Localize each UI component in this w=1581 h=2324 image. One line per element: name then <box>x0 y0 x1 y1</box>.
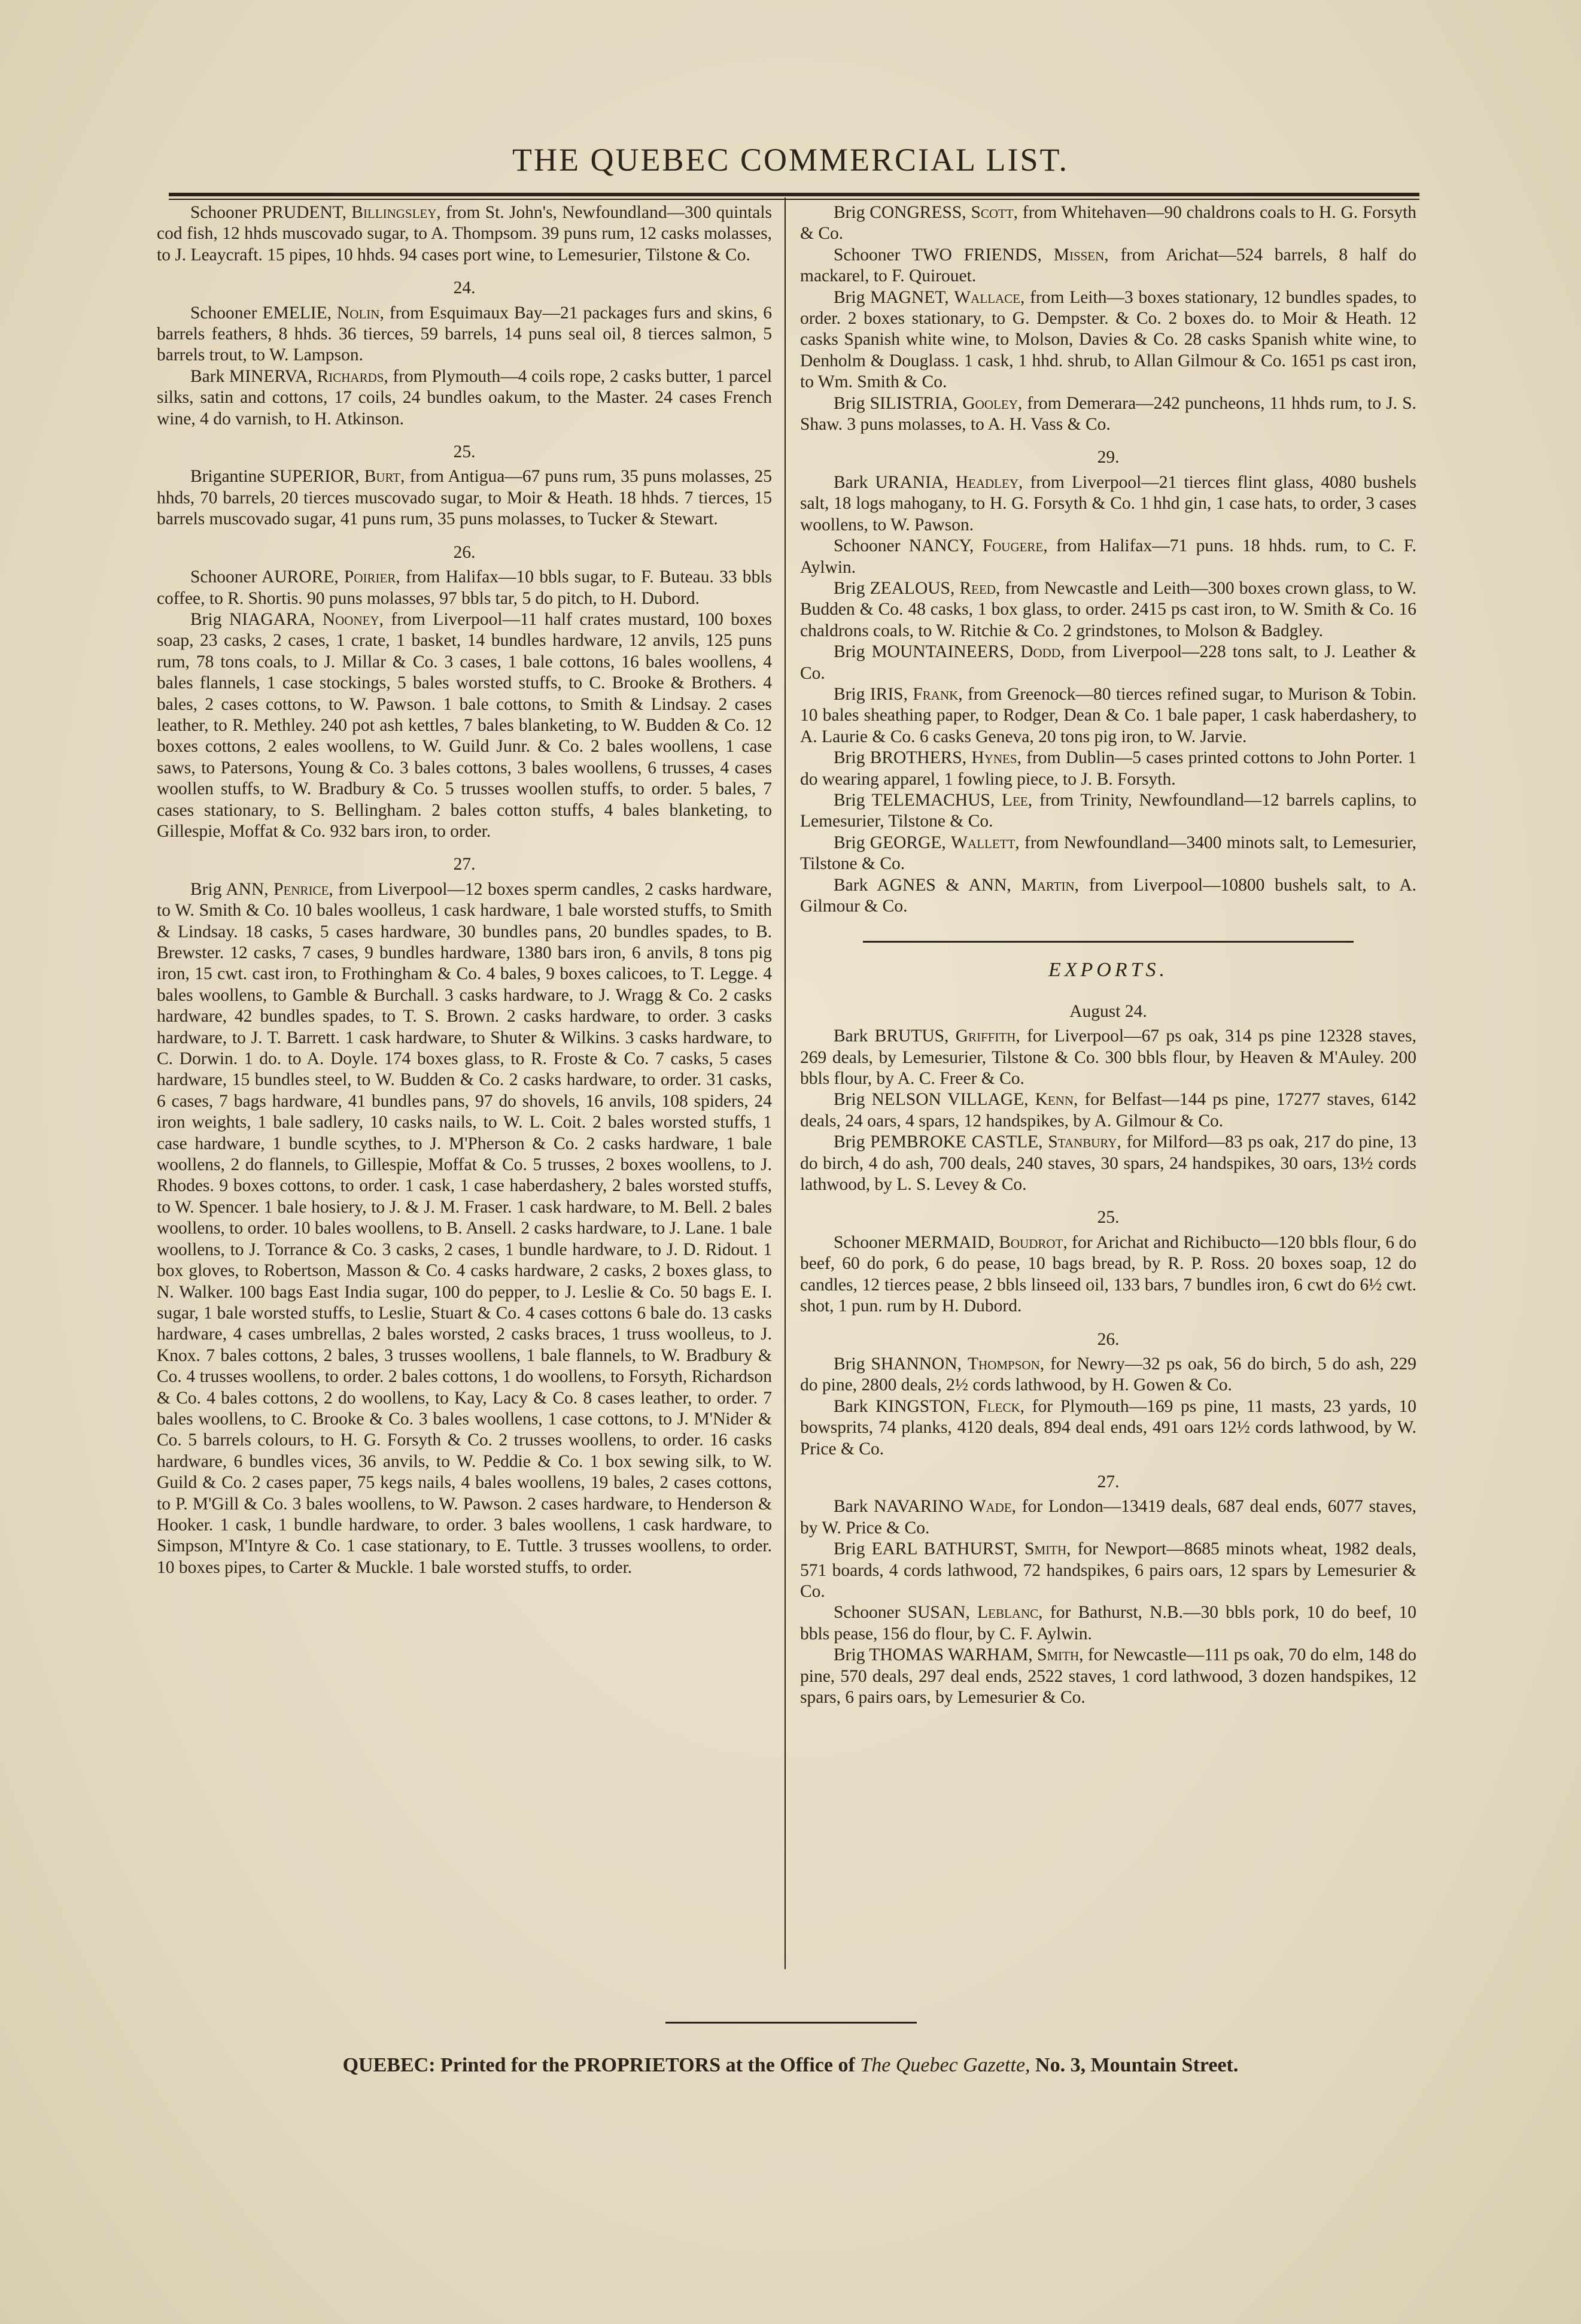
date-heading: 24. <box>453 278 476 298</box>
vessel-name: MAGNET, <box>870 287 949 307</box>
vessel-type: Brig <box>834 790 865 810</box>
master-name: Missen, <box>1053 245 1109 265</box>
vessel-name: TELEMACHUS, <box>871 790 995 810</box>
master-name: Reed, <box>959 578 1001 598</box>
cargo-text: for Liverpool—67 ps oak, 314 ps pine 12328 staves, 269 deals, by Lemesurier, Tilstone & Co. 300 bbls flour, by Heaven & M'Auley. 200 bbls flour, by A. C. Freer & Co. <box>800 1026 1416 1089</box>
vessel-type: Brig <box>834 748 865 768</box>
vessel-name: SUPERIOR, <box>269 467 360 487</box>
cargo-text: for Newport—8685 minots wheat, 1982 deals, 571 boards, 4 cords lathwood, 72 handspikes, 6 pairs oars, 12 spars by Lemesurier & Co. <box>800 1539 1416 1601</box>
vessel-name: TWO FRIENDS, <box>911 245 1042 265</box>
master-name: Smith, <box>1037 1645 1084 1665</box>
master-name: Smith, <box>1024 1539 1071 1559</box>
shipping-entry <box>157 202 772 266</box>
date-heading: August 24. <box>1069 1001 1147 1021</box>
column-divider <box>785 198 786 1969</box>
vessel-name: EARL BATHURST, <box>871 1539 1018 1559</box>
vessel-name: SILISTRIA, <box>869 393 958 413</box>
cargo-text: from Dublin—5 cases printed cottons to John Porter. 1 do wearing apparel, 1 fowling piece, to J. B. Forsyth. <box>800 748 1416 789</box>
vessel-name: THOMAS WARHAM, <box>869 1645 1033 1665</box>
right-column <box>800 202 1416 1962</box>
vessel-type: Brig <box>834 203 865 222</box>
vessel-type: Brig <box>834 1645 865 1665</box>
shipping-entry <box>800 642 1416 684</box>
master-name: Wallett, <box>951 833 1020 852</box>
shipping-entry <box>157 567 772 609</box>
vessel-name: PRUDENT, <box>262 203 346 222</box>
vessel-name: KINGSTON, <box>875 1396 970 1416</box>
vessel-type: Bark <box>834 472 868 492</box>
shipping-entry <box>800 748 1416 790</box>
shipping-entry <box>800 578 1416 642</box>
master-name: Hynes, <box>971 748 1021 768</box>
vessel-type: Brig <box>834 1090 865 1110</box>
master-name: Kenn, <box>1035 1090 1078 1110</box>
shipping-entry <box>800 393 1416 436</box>
shipping-entry <box>157 609 772 842</box>
master-name: Burt, <box>364 467 405 487</box>
vessel-name: IRIS, <box>869 684 908 704</box>
imprint <box>0 2054 1581 2077</box>
master-name: Fougere, <box>982 536 1048 556</box>
page-title: THE QUEBEC COMMERCIAL LIST. <box>512 142 1069 178</box>
cargo-text: from Halifax—10 bbls sugar, to F. Buteau. 33 bbls coffee, to R. Shortis. 90 puns molasses, 97 bbls tar, 5 do pitch, to H. Dubord. <box>157 567 772 608</box>
cargo-text: from Arichat—524 barrels, 8 half do mackarel, to F. Quirouet. <box>800 245 1416 286</box>
cargo-text: for Newcastle—111 ps oak, 70 do elm, 148 do pine, 570 deals, 297 deal ends, 2522 staves, 1 cord lathwood, 3 dozen handspikes, 12 spars, 6 pairs oars, by Lemesurier & Co. <box>800 1645 1416 1707</box>
vessel-name: MERMAID, <box>904 1232 995 1252</box>
cargo-text: from Esquimaux Bay—21 packages furs and skins, 6 barrels feathers, 8 hhds. 36 tierces, 59 barrels, 14 puns seal oil, 8 tierces salmon, 5 barrels trout, to W. Lampson. <box>157 303 772 365</box>
vessel-name: EMELIE, <box>262 303 332 323</box>
master-name: Lee, <box>1002 790 1033 810</box>
master-name: Gooley, <box>962 393 1023 413</box>
vessel-name: MOUNTAINEERS, <box>871 642 1014 662</box>
cargo-text: for London—13419 deals, 687 deal ends, 6077 staves, by W. Price & Co. <box>800 1497 1416 1538</box>
vessel-type: Brig <box>834 684 865 704</box>
cargo-text: for Milford—83 ps oak, 217 do pine, 13 do birch, 4 do ash, 700 deals, 240 staves, 30 spars, 24 handspikes, 30 oars, 13½ cords lathwood, by L. S. Levey & Co. <box>800 1132 1416 1195</box>
master-name: Nolin, <box>337 303 384 323</box>
vessel-type: Brig <box>834 1132 865 1152</box>
master-name: Billingsley, <box>351 203 441 222</box>
master-name: Frank, <box>913 684 963 704</box>
section-rule <box>863 941 1354 943</box>
shipping-entry <box>800 833 1416 875</box>
cargo-text: for Bathurst, N.B.—30 bbls pork, 10 do beef, 10 bbls pease, 156 do flour, by C. F. Aylwin. <box>800 1603 1416 1643</box>
cargo-text: from Liverpool—21 tierces flint glass, 4080 bushels salt, 18 logs mahogany, to H. G. Forsyth & Co. 1 hhd gin, 1 case hats, to order, 3 cases woollens, to W. Pawson. <box>800 472 1416 534</box>
master-name: Richards, <box>317 366 388 386</box>
vessel-type: Bark <box>834 1396 868 1416</box>
vessel-type: Brig <box>834 287 865 307</box>
vessel-type: Brig <box>190 879 222 899</box>
vessel-name: BRUTUS, <box>874 1026 949 1046</box>
gazette-name: The Quebec Gazette, <box>860 2054 1030 2076</box>
shipping-entry <box>800 1496 1416 1539</box>
master-name: Stanbury, <box>1048 1132 1121 1152</box>
master-name: Martin, <box>1021 875 1080 895</box>
shipping-entry <box>800 287 1416 393</box>
shipping-entry <box>800 1396 1416 1460</box>
master-name: Griffith, <box>955 1026 1020 1046</box>
vessel-type: Bark <box>834 875 868 895</box>
master-name: Wallace, <box>954 287 1025 307</box>
vessel-name: AURORE, <box>262 567 339 587</box>
shipping-entry <box>800 1539 1416 1602</box>
shipping-entry <box>800 790 1416 833</box>
vessel-type: Bark <box>834 1497 868 1517</box>
date-heading: 26. <box>453 542 476 562</box>
master-name: Boudrot, <box>999 1232 1068 1252</box>
header-rule <box>169 193 1419 196</box>
footer-rule <box>665 2022 917 2024</box>
shipping-entry <box>800 472 1416 536</box>
vessel-type: Brig <box>834 578 865 598</box>
cargo-text: from Liverpool—228 tons salt, to J. Leather & Co. <box>800 642 1416 683</box>
cargo-text: from Newcastle and Leith—300 boxes crown glass, to W. Budden & Co. 48 casks, 1 box glass, to order. 2415 ps cast iron, to W. Smith & Co. 16 chaldrons coals, to W. Ritchie & Co. 2 grindstones, to Molson & Badgley. <box>800 578 1416 640</box>
master-name: Fleck, <box>977 1396 1025 1416</box>
master-name: Nooney, <box>322 609 384 629</box>
vessel-name: PEMBROKE CASTLE, <box>870 1132 1043 1152</box>
cargo-text: from Plymouth—4 coils rope, 2 casks butter, 1 parcel silks, satin and cottons, 17 coils, 24 bundles oakum, to the Master. 24 cases French wine, 4 do varnish, to H. Atkinson. <box>157 366 772 429</box>
vessel-type: Schooner <box>834 536 901 556</box>
shipping-entry <box>800 1026 1416 1089</box>
imprint-address: No. 3, Mountain Street. <box>1035 2054 1239 2076</box>
shipping-entry <box>800 1645 1416 1708</box>
vessel-name: SHANNON, <box>871 1354 962 1374</box>
date-heading: 29. <box>1097 448 1120 467</box>
date-heading: 25. <box>453 442 476 462</box>
vessel-type: Brig <box>834 642 865 662</box>
vessel-type: Brig <box>834 393 865 413</box>
shipping-entry <box>800 1354 1416 1396</box>
cargo-text: for Belfast—144 ps pine, 17277 staves, 6142 deals, 24 oars, 4 spars, 12 handspikes, by A. Gilmour & Co. <box>800 1090 1416 1131</box>
master-name: Scott, <box>971 203 1018 222</box>
date-heading: 26. <box>1097 1329 1120 1349</box>
vessel-name: NIAGARA, <box>229 609 315 629</box>
master-name: Penrice, <box>273 879 333 899</box>
cargo-text: for Plymouth—169 ps pine, 11 masts, 23 yards, 10 bowsprits, 74 planks, 4120 deals, 894 deal ends, 491 oars 12½ cords lathwood, by W. Price & Co. <box>800 1396 1416 1459</box>
cargo-text: from Newfoundland—3400 minots salt, to Lemesurier, Tilstone & Co. <box>800 833 1416 874</box>
vessel-type: Schooner <box>834 245 901 265</box>
shipping-entry <box>157 366 772 430</box>
shipping-entry <box>157 303 772 366</box>
imprint-text: QUEBEC: Printed for the PROPRIETORS at the Office of <box>342 2054 855 2076</box>
vessel-type: Schooner <box>190 567 257 587</box>
shipping-entry <box>800 1232 1416 1317</box>
date-heading: 27. <box>1097 1472 1120 1491</box>
shipping-entry <box>800 536 1416 578</box>
shipping-entry <box>157 879 772 1578</box>
cargo-text: from St. John's, Newfoundland—300 quintals cod fish, 12 hhds muscovado sugar, to A. Thompsom. 39 puns rum, 12 casks molasses, to J. Leaycraft. 15 pipes, 10 hhds. 94 cases port wine, to Lemesurier, Tilstone & Co. <box>157 203 772 265</box>
left-column <box>157 202 772 1962</box>
shipping-entry <box>800 1602 1416 1645</box>
vessel-type: Schooner <box>190 303 257 323</box>
vessel-name: MINERVA, <box>229 366 312 386</box>
vessel-type: Brig <box>834 833 865 852</box>
vessel-name: AGNES & ANN, <box>877 875 1011 895</box>
vessel-name: NAVARINO <box>874 1497 963 1517</box>
vessel-type: Bark <box>834 1026 868 1046</box>
cargo-text: for Arichat and Richibucto—120 bbls flour, 6 do beef, 60 do pork, 6 do pease, 10 bags bread, by R. P. Ross. 20 boxes soap, 12 do candles, 12 tierces pease, 2 bbls linseed oil, 133 bars, 7 bundles iron, 6 cwt do 6½ cwt. shot, 1 pun. rum by H. Dubord. <box>800 1232 1416 1316</box>
shipping-entry <box>800 1089 1416 1132</box>
vessel-name: NELSON VILLAGE, <box>871 1090 1029 1110</box>
vessel-name: ANN, <box>226 879 269 899</box>
master-name: Poirier, <box>343 567 400 587</box>
vessel-name: CONGRESS, <box>869 203 966 222</box>
cargo-text: for Newry—32 ps oak, 56 do birch, 5 do ash, 229 do pine, 2800 deals, 2½ cords lathwood, by H. Gowen & Co. <box>800 1354 1416 1395</box>
cargo-text: from Demerara—242 puncheons, 11 hhds rum, to J. S. Shaw. 3 puns molasses, to A. H. Vass & Co. <box>800 393 1416 435</box>
vessel-type: Schooner <box>834 1603 901 1623</box>
cargo-text: from Halifax—71 puns. 18 hhds. rum, to C. F. Aylwin. <box>800 536 1416 577</box>
shipping-entry <box>800 875 1416 918</box>
master-name: Dodd, <box>1020 642 1065 662</box>
vessel-type: Brig <box>190 609 222 629</box>
vessel-type: Brigantine <box>190 467 265 487</box>
vessel-type: Schooner <box>190 203 257 222</box>
shipping-entry <box>800 684 1416 748</box>
cargo-text: from Liverpool—10800 bushels salt, to A. Gilmour & Co. <box>800 875 1416 916</box>
vessel-type: Brig <box>834 1354 865 1374</box>
cargo-text: from Leith—3 boxes stationary, 12 bundles spades, to order. 2 boxes stationary, to G. Dempster. & Co. 2 boxes do. to Moir & Heath. 12 casks Spanish white wine, to Molson, Davies & Co. 28 casks Spanish white wine, to Denholm & Douglass. 1 cask, 1 hhd. shrub, to Allan Gilmour & Co. 1651 ps cast iron, to Wm. Smith & Co. <box>800 287 1416 392</box>
shipping-entry <box>800 245 1416 287</box>
cargo-text: from Antigua—67 puns rum, 35 puns molasses, 25 hhds, 70 barrels, 20 tierces muscovado sugar, to Moir & Heath. 18 hhds. 7 tierces, 15 barrels muscovado sugar, 41 puns rum, 35 puns molasses, to Tucker & Stewart. <box>157 467 772 529</box>
vessel-type: Bark <box>190 366 225 386</box>
master-name: Leblanc, <box>977 1603 1043 1623</box>
shipping-entry <box>157 466 772 530</box>
cargo-text: from Greenock—80 tierces refined sugar, to Murison & Tobin. 10 bales sheathing paper, to Rodger, Dean & Co. 1 bale paper, 1 cask haberdashery, to A. Laurie & Co. 6 casks Geneva, 20 tons pig iron, to W. Jarvie. <box>800 684 1416 746</box>
master-name: Headley, <box>955 472 1023 492</box>
cargo-text: from Liverpool—11 half crates mustard, 100 boxes soap, 23 casks, 2 cases, 1 crate, 1 basket, 14 bundles hardware, 12 anvils, 125 puns rum, 78 tons coals, to J. Millar & Co. 3 cases, 1 bale cottons, 16 bales woollens, 4 bales flannels, 1 case stockings, 5 bales worsted stuffs, to C. Brooke & Brothers. 4 bales, 2 cases cottons, to W. Pawson. 1 bale cottons, to Smith & Lindsay. 2 cases leather, to R. Methley. 240 pot ash kettles, 7 bales blanketing, to W. Budden & Co. 12 boxes cottons, 2 eales woollens, to W. Guild Junr. & Co. 2 bales woollens, 1 case saws, to Patersons, Young & Co. 3 bales cottons, 3 bales woollens, 6 trusses, 4 cases woollen stuffs, to W. Bradbury & Co. 5 trusses woollen stuffs, to order. 5 bales, 7 cases stationary, to S. Bellingham. 2 bales cotton stuffs, 4 bales blanketing, to Gillespie, Moffat & Co. 932 bars iron, to order. <box>157 609 772 841</box>
shipping-entry <box>800 202 1416 245</box>
shipping-entry <box>800 1132 1416 1195</box>
cargo-text: from Trinity, Newfoundland—12 barrels caplins, to Lemesurier, Tilstone & Co. <box>800 790 1416 831</box>
date-heading: 27. <box>453 855 476 874</box>
master-name: Wade, <box>969 1497 1017 1517</box>
vessel-type: Schooner <box>834 1232 901 1252</box>
cargo-text: from Whitehaven—90 chaldrons coals to H. G. Forsyth & Co. <box>800 203 1416 244</box>
cargo-text: from Liverpool—12 boxes sperm candles, 2 casks hardware, to W. Smith & Co. 10 bales woolleus, 1 cask hardware, 1 bale worsted stuffs, to Smith & Lindsay. 18 casks, 5 cases hardware, 30 bundles pans, 20 bundles spades, to B. Brewster. 12 casks, 7 cases, 9 bundles hardware, 1380 bars iron, 6 anvils, 8 tons pig iron, 15 cwt. cast iron, to Frothingham & Co. 4 bales, 9 boxes calicoes, to T. Legge. 4 bales woollens, to Gamble & Burchall. 3 casks hardware, to J. Wragg & Co. 2 casks hardware, 42 bundles spades, to T. S. Brown. 2 casks hardware, to order. 3 casks hardware, to J. T. Barrett. 1 cask hardware, to Shuter & Wilkins. 3 casks hardware, to C. Dorwin. 1 do. to A. Doyle. 174 boxes glass, to R. Froste & Co. 7 casks, 5 cases hardware, 15 bundles steel, to W. Budden & Co. 2 casks hardware, to order. 31 casks, 6 cases, 7 bags hardware, 41 bundles pans, 97 do shovels, 16 anvils, 108 spiders, 24 iron weights, 1 bale sadlery, 10 casks nails, to W. L. Coit. 2 bales worsted stuffs, 1 case hardware, 1 bundle scythes, to J. M'Pherson & Co. 2 casks hardware, 1 bale woollens, 2 do flannels, to Gillespie, Moffat & Co. 5 trusses, 2 boxes woollens, to J. Rhodes. 9 boxes cottons, to order. 1 cask, 1 case haberdashery, 2 bales worsted stuffs, to W. Spencer. 1 bale hosiery, to J. & J. M. Fraser. 1 cask hardware, to M. Bell. 2 bales woollens, to order. 10 bales woollens, to B. Ansell. 2 casks hardware, to J. Lane. 1 bale woollens, to J. Torrance & Co. 3 casks, 2 cases, 1 bundle hardware, to J. D. Ridout. 1 box gloves, to Robertson, Masson & Co. 4 casks hardware, 2 casks, 2 boxes glass, to N. Walker. 100 bags East India sugar, 100 do pepper, to J. Leslie & Co. 50 bags E. I. sugar, 1 bale worsted stuffs, to Leslie, Stuart & Co. 4 cases cottons 6 bale do. 13 casks hardware, 4 cases umbrellas, 2 bales worsted, 2 casks braces, 1 truss woolleus, to J. Knox. 7 bales cottons, 2 bales, 3 trusses woollens, 1 bale flannels, to W. Bradbury & Co. 4 trusses woollens, to order. 2 bales cottons, 1 do woollens, to Forsyth, Richardson & Co. 4 bales cottons, 2 do woollens, to Kay, Lacy & Co. 8 cases leather, to order. 7 bales woollens, to C. Brooke & Co. 3 bales woollens, 1 case cottons, to J. M'Nider & Co. 5 barrels colours, to H. G. Forsyth & Co. 2 trusses woollens, to order. 16 casks hardware, 6 bundles vices, 36 anvils, to W. Peddie & Co. 1 box sewing silk, to W. Guild & Co. 2 cases paper, 75 kegs nails, 4 bales woollens, 19 bales, 2 cases cottons, to P. M'Gill & Co. 3 bales woollens, to W. Pawson. 2 cases hardware, to Henderson & Hooker. 1 cask, 1 bundle hardware, to order. 3 bales woollens, 1 cask hardware, to Simpson, M'Intyre & Co. 1 case stationary, to E. Tuttle. 3 trusses woollens, to order. 10 boxes pipes, to Carter & Muckle. 1 bale worsted stuffs, to order. <box>157 879 772 1577</box>
vessel-name: BROTHERS, <box>869 748 967 768</box>
vessel-type: Brig <box>834 1539 865 1559</box>
exports-heading: EXPORTS. <box>1048 959 1169 982</box>
vessel-name: SUSAN, <box>907 1603 970 1623</box>
vessel-name: NANCY, <box>908 536 974 556</box>
vessel-name: GEORGE, <box>869 833 946 852</box>
master-name: Thompson, <box>968 1354 1045 1374</box>
vessel-name: URANIA, <box>875 472 948 492</box>
date-heading: 25. <box>1097 1208 1120 1228</box>
vessel-name: ZEALOUS, <box>869 578 955 598</box>
